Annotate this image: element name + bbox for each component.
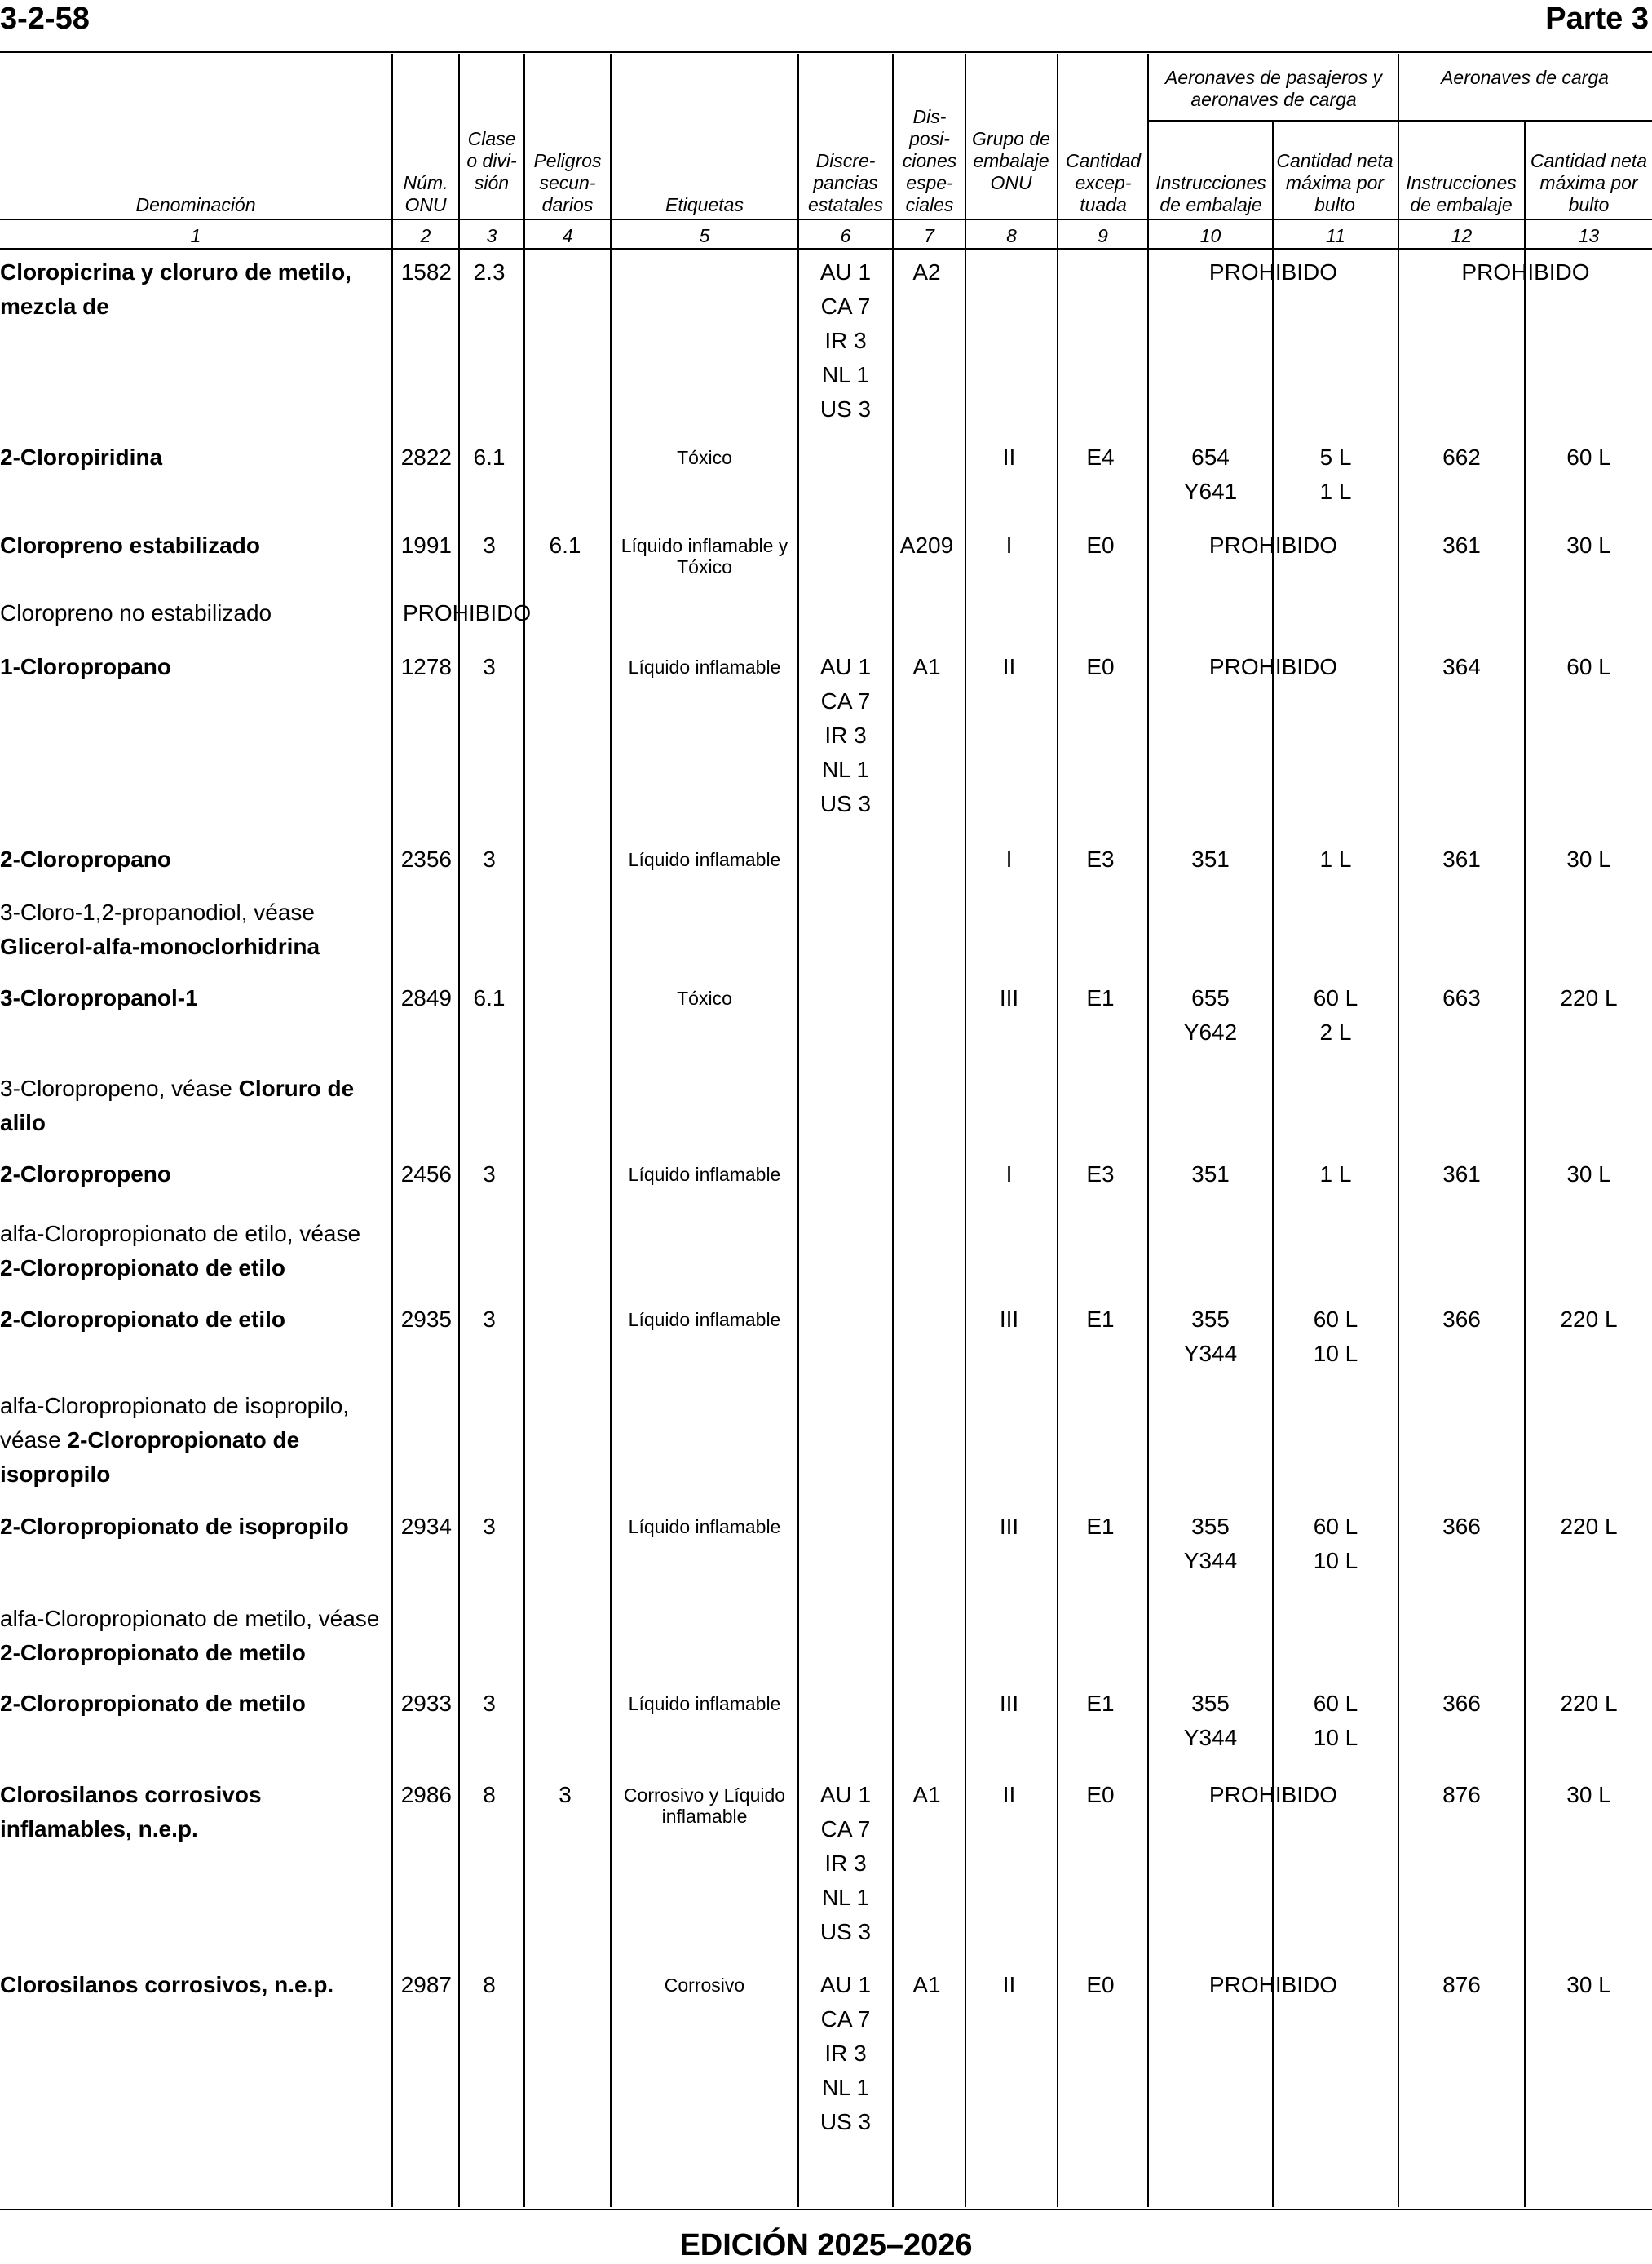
cell-eq: E1	[1086, 1307, 1115, 1332]
entry-name: 2-Cloropiridina	[0, 444, 163, 470]
cao-packing-instruction: 876	[1442, 1782, 1481, 1807]
cao-max-quantity: 30 L	[1566, 1972, 1611, 1997]
cao-max-quantity: 220 L	[1560, 1307, 1618, 1332]
see-target: 2-Cloropropionato de	[67, 1427, 300, 1453]
header-subsidiary-risk: Peligros secun- darios	[533, 150, 602, 215]
entry-name: 2-Cloropropionato de etilo	[0, 1307, 285, 1332]
cao-packing-instruction: 663	[1442, 985, 1481, 1010]
cell-un: 2986	[400, 1782, 452, 1807]
pax-max-quantity: 60 L	[1313, 1307, 1358, 1332]
see-prefix: 3-Cloropropeno, véase	[0, 1076, 232, 1101]
cao-packing-instruction: 364	[1442, 654, 1481, 679]
col-divider	[391, 54, 393, 2207]
cell-sp: A1	[912, 654, 941, 679]
col-divider	[1147, 54, 1149, 2207]
cell-label: Corrosivo	[664, 1974, 745, 1996]
cell-label: Líquido inflamable	[628, 1164, 781, 1185]
entry-name: 2-Cloropropeno	[0, 1161, 171, 1187]
col-number: 11	[1326, 225, 1345, 246]
see-prefix: 3-Cloro-1,2-propanodiol, véase	[0, 900, 315, 925]
state-variation: NL 1	[821, 757, 870, 782]
cell-pg: II	[1002, 654, 1016, 679]
pax-packing-instruction: 655	[1191, 985, 1230, 1010]
cell-label: Tóxico	[677, 988, 732, 1009]
cell-cls: 3	[483, 1691, 496, 1716]
pax-packing-instruction: 355	[1191, 1514, 1230, 1539]
part-title: Parte 3	[1545, 2, 1649, 36]
col-divider	[610, 54, 612, 2207]
see-prefix: alfa-Cloropropionato de etilo, véase	[0, 1221, 361, 1246]
cell-un: 2935	[400, 1307, 452, 1332]
header-group-passenger: Aeronaves de pasajeros y aeronaves de carga	[1165, 67, 1382, 110]
cell-un: 2356	[400, 847, 452, 872]
see-prefix: alfa-Cloropropionato de metilo, véase	[0, 1606, 380, 1631]
cell-sp: A2	[912, 259, 941, 285]
cell-pg: II	[1002, 1782, 1016, 1807]
cell-cls: 6.1	[473, 985, 506, 1010]
header-cao-packing-instr: Instrucciones de embalaje	[1406, 172, 1517, 215]
col-divider	[1057, 54, 1058, 2207]
cell-eq: E0	[1086, 1972, 1115, 1997]
pax-max-quantity: 60 L	[1313, 1691, 1358, 1716]
col-number: 9	[1098, 225, 1108, 246]
cell-pg: I	[1005, 533, 1013, 558]
entry-name: 2-Cloropropionato de isopropilo	[0, 1514, 349, 1539]
cell-un: 1278	[400, 654, 452, 679]
entry-name: Cloropreno estabilizado	[0, 533, 260, 558]
cao-prohibited: PROHIBIDO	[1461, 259, 1590, 285]
pax-prohibited: PROHIBIDO	[1208, 1782, 1338, 1807]
pax-max-quantity: 10 L	[1313, 1548, 1358, 1573]
pax-max-quantity: 2 L	[1319, 1019, 1352, 1045]
state-variation: NL 1	[821, 1885, 870, 1910]
cao-max-quantity: 60 L	[1566, 444, 1611, 470]
see-reference-entry	[0, 895, 391, 964]
header-pax-max-qty: Cantidad neta máxima por bulto	[1276, 150, 1394, 215]
see-target: Cloruro de	[238, 1076, 355, 1101]
col-number: 6	[840, 225, 851, 246]
see-target: Glicerol-alfa-monoclorhidrina	[0, 934, 320, 959]
see-prefix: alfa-Cloropropionato de isopropilo,	[0, 1393, 350, 1418]
state-variation: IR 3	[824, 2041, 867, 2066]
cao-packing-instruction: 662	[1442, 444, 1481, 470]
cao-packing-instruction: 876	[1442, 1972, 1481, 1997]
edition-footer: EDICIÓN 2025–2026	[679, 2228, 973, 2262]
col-number: 8	[1006, 225, 1017, 246]
state-variation: US 3	[819, 791, 872, 816]
cell-eq: E4	[1086, 444, 1115, 470]
cell-label: Líquido inflamable	[628, 849, 781, 870]
col-number: 5	[699, 225, 710, 246]
pax-prohibited: PROHIBIDO	[1208, 259, 1338, 285]
cell-un: 1991	[400, 533, 452, 558]
header-special-provisions: Dis- posi- ciones espe- ciales	[902, 106, 957, 215]
colnum-rule	[0, 248, 1652, 250]
pax-max-quantity: 1 L	[1319, 847, 1352, 872]
header-state-variations: Discre- pancias estatales	[807, 150, 884, 215]
entry-name: Cloropicrina y cloruro de metilo,	[0, 259, 351, 285]
cell-eq: E0	[1086, 654, 1115, 679]
cao-max-quantity: 60 L	[1566, 654, 1611, 679]
col-number: 10	[1199, 225, 1221, 246]
cell-label: Líquido inflamable	[628, 1516, 781, 1537]
entry-name: inflamables, n.e.p.	[0, 1816, 198, 1842]
see-reference-entry	[0, 1217, 391, 1285]
state-variation: CA 7	[820, 294, 871, 319]
cao-max-quantity: 30 L	[1566, 533, 1611, 558]
cell-sp: A1	[912, 1782, 941, 1807]
cell-cls: 3	[483, 1307, 496, 1332]
header-cao-max-qty: Cantidad neta máxima por bulto	[1530, 150, 1648, 215]
header-un-number: Núm. ONU	[403, 172, 448, 215]
col-number: 1	[190, 225, 201, 246]
see-reference-entry	[0, 1389, 391, 1492]
cao-max-quantity: 30 L	[1566, 1782, 1611, 1807]
cao-max-quantity: 30 L	[1566, 1161, 1611, 1187]
col-divider	[892, 54, 894, 2207]
pax-max-quantity: 5 L	[1319, 444, 1352, 470]
bottom-rule	[0, 2209, 1652, 2210]
pax-packing-instruction: Y641	[1183, 479, 1238, 504]
cell-label: Líquido inflamable	[628, 1693, 781, 1714]
cell-eq: E1	[1086, 1514, 1115, 1539]
cell-pg: II	[1002, 1972, 1016, 1997]
pax-packing-instruction: Y642	[1183, 1019, 1238, 1045]
entry-name: 2-Cloropropano	[0, 847, 171, 872]
cao-max-quantity: 220 L	[1560, 1514, 1618, 1539]
cell-sp: A209	[899, 533, 954, 558]
see-reference-entry	[0, 1072, 391, 1140]
header-denomination: Denominación	[135, 194, 256, 215]
cell-cls: 3	[483, 1514, 496, 1539]
see-word: véase	[0, 1427, 61, 1453]
cell-cls: 3	[483, 1161, 496, 1187]
entry-name: Clorosilanos corrosivos	[0, 1782, 262, 1807]
cell-cls: 8	[483, 1972, 496, 1997]
entry-name: 1-Cloropropano	[0, 654, 171, 679]
cell-un: 1582	[400, 259, 452, 285]
header-excepted-qty: Cantidad excep- tuada	[1065, 150, 1142, 215]
state-variation: IR 3	[824, 1851, 867, 1876]
cao-max-quantity: 220 L	[1560, 985, 1618, 1010]
see-target: 2-Cloropropionato de metilo	[0, 1640, 306, 1665]
cell-label: Líquido inflamable	[628, 657, 781, 678]
header-labels: Etiquetas	[665, 194, 744, 215]
top-rule	[0, 51, 1652, 53]
entry-name: 2-Cloropropionato de metilo	[0, 1691, 306, 1716]
col-number: 12	[1451, 225, 1473, 246]
cell-label: Tóxico	[677, 447, 732, 468]
cell-un: 2849	[400, 985, 452, 1010]
state-variation: CA 7	[820, 2006, 871, 2032]
state-variation: NL 1	[821, 362, 870, 387]
cao-packing-instruction: 361	[1442, 1161, 1481, 1187]
state-variation: IR 3	[824, 328, 867, 353]
cell-label: Líquido inflamable	[628, 1309, 781, 1330]
pax-max-quantity: 10 L	[1313, 1725, 1358, 1750]
cell-label: Líquido inflamable y Tóxico	[621, 535, 788, 577]
cell-eq: E3	[1086, 1161, 1115, 1187]
col-divider	[965, 54, 966, 2207]
see-target: 2-Cloropropionato de etilo	[0, 1255, 285, 1280]
col-divider	[458, 54, 460, 2207]
cao-max-quantity: 220 L	[1560, 1691, 1618, 1716]
state-variation: AU 1	[819, 1972, 872, 1997]
header-packing-group: Grupo de embalaje ONU	[972, 128, 1050, 193]
pax-prohibited: PROHIBIDO	[1208, 1972, 1338, 1997]
state-variation: CA 7	[820, 1816, 871, 1842]
entry-name: Clorosilanos corrosivos, n.e.p.	[0, 1972, 334, 1997]
state-variation: IR 3	[824, 723, 867, 748]
cell-pg: III	[999, 1691, 1019, 1716]
pax-packing-instruction: 355	[1191, 1691, 1230, 1716]
entry-name: mezcla de	[0, 294, 109, 319]
cell-cls: 3	[483, 533, 496, 558]
cell-pg: III	[999, 985, 1019, 1010]
pax-max-quantity: 60 L	[1313, 1514, 1358, 1539]
state-variation: US 3	[819, 2109, 872, 2134]
header-group-cargo: Aeronaves de carga	[1441, 67, 1609, 88]
cell-cls: 6.1	[473, 444, 506, 470]
cell-eq: E1	[1086, 1691, 1115, 1716]
cell-eq: E3	[1086, 847, 1115, 872]
col-divider	[523, 54, 525, 2207]
state-variation: US 3	[819, 1919, 872, 1944]
pax-prohibited: PROHIBIDO	[1208, 654, 1338, 679]
cell-sp: A1	[912, 1972, 941, 1997]
pax-packing-instruction: Y344	[1183, 1341, 1238, 1366]
cell-sub: 6.1	[549, 533, 581, 558]
prohibited-marker: PROHIBIDO	[403, 600, 532, 626]
header-pax-packing-instr: Instrucciones de embalaje	[1155, 172, 1266, 215]
cell-eq: E1	[1086, 985, 1115, 1010]
pax-packing-instruction: Y344	[1183, 1725, 1238, 1750]
see-target-cont: alilo	[0, 1110, 46, 1135]
header-class: Clase o divi- sión	[466, 128, 517, 193]
cell-cls: 8	[483, 1782, 496, 1807]
cell-pg: II	[1002, 444, 1016, 470]
cell-un: 2987	[400, 1972, 452, 1997]
col-number: 2	[420, 225, 431, 246]
col-number: 3	[486, 225, 497, 246]
cell-label: Corrosivo y Líquido inflamable	[623, 1784, 786, 1827]
cell-pg: III	[999, 1307, 1019, 1332]
see-reference-entry	[0, 1602, 391, 1670]
cao-max-quantity: 30 L	[1566, 847, 1611, 872]
entry-name: 3-Cloropropanol-1	[0, 985, 198, 1010]
pax-max-quantity: 60 L	[1313, 985, 1358, 1010]
cell-cls: 2.3	[473, 259, 506, 285]
cell-un: 2456	[400, 1161, 452, 1187]
cell-pg: I	[1005, 1161, 1013, 1187]
pax-max-quantity: 1 L	[1319, 1161, 1352, 1187]
pax-packing-instruction: 351	[1191, 1161, 1230, 1187]
cell-un: 2822	[400, 444, 452, 470]
state-variation: CA 7	[820, 688, 871, 714]
state-variation: NL 1	[821, 2075, 870, 2100]
state-variation: AU 1	[819, 259, 872, 285]
cell-eq: E0	[1086, 1782, 1115, 1807]
col-number: 13	[1578, 225, 1600, 246]
cao-packing-instruction: 361	[1442, 533, 1481, 558]
cao-packing-instruction: 361	[1442, 847, 1481, 872]
col-number: 7	[924, 225, 934, 246]
cell-un: 2934	[400, 1514, 452, 1539]
pax-packing-instruction: 351	[1191, 847, 1230, 872]
cell-pg: I	[1005, 847, 1013, 872]
state-variation: US 3	[819, 396, 872, 422]
cell-eq: E0	[1086, 533, 1115, 558]
group-rule	[1147, 120, 1652, 122]
pax-packing-instruction: 355	[1191, 1307, 1230, 1332]
cell-sub: 3	[559, 1782, 572, 1807]
state-variation: AU 1	[819, 654, 872, 679]
col-divider	[1398, 54, 1399, 2207]
cell-pg: III	[999, 1514, 1019, 1539]
pax-max-quantity: 1 L	[1319, 479, 1352, 504]
cao-packing-instruction: 366	[1442, 1307, 1481, 1332]
pax-packing-instruction: Y344	[1183, 1548, 1238, 1573]
header-rule	[0, 219, 1652, 220]
entry-name: Cloropreno no estabilizado	[0, 600, 272, 626]
page-number: 3-2-58	[0, 2, 90, 36]
see-target-cont: isopropilo	[0, 1461, 111, 1487]
cell-un: 2933	[400, 1691, 452, 1716]
col-number: 4	[562, 225, 573, 246]
cell-cls: 3	[483, 654, 496, 679]
cao-packing-instruction: 366	[1442, 1691, 1481, 1716]
pax-max-quantity: 10 L	[1313, 1341, 1358, 1366]
state-variation: AU 1	[819, 1782, 872, 1807]
pax-packing-instruction: 654	[1191, 444, 1230, 470]
cell-cls: 3	[483, 847, 496, 872]
pax-prohibited: PROHIBIDO	[1208, 533, 1338, 558]
cao-packing-instruction: 366	[1442, 1514, 1481, 1539]
